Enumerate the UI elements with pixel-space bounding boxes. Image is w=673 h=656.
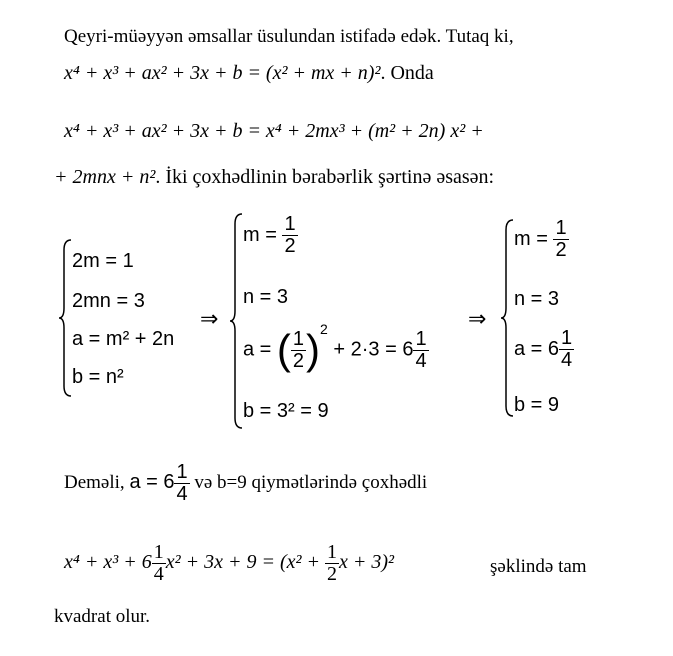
system2-m-fraction bbox=[282, 214, 297, 257]
implies-arrow-1: ⇒ bbox=[200, 307, 219, 332]
system3-a-fraction bbox=[559, 328, 574, 371]
system3-row-a bbox=[514, 328, 574, 371]
final-lhs-start: x⁴ + x³ + 6 bbox=[64, 551, 152, 574]
implies-arrow-2: ⇒ bbox=[468, 307, 487, 332]
system3-a-den: 4 bbox=[561, 349, 573, 371]
conclusion-a-num: 1 bbox=[176, 461, 188, 483]
final-rhs-den: 2 bbox=[326, 563, 337, 585]
final-rhs-end: x + 3)² bbox=[338, 551, 395, 574]
final-tail: şəklində tam bbox=[490, 556, 587, 577]
system1-row-4: b = n² bbox=[72, 366, 124, 388]
final-rhs-fraction bbox=[325, 542, 339, 585]
system1-brace bbox=[58, 238, 72, 398]
system3-brace bbox=[500, 218, 514, 418]
system3-m-label: m = bbox=[514, 227, 548, 250]
system2-a-paren-den: 2 bbox=[292, 349, 305, 372]
system2-a-rparen: ) bbox=[306, 326, 321, 373]
system2-a-exp: 2 bbox=[320, 320, 328, 337]
system3-m-den: 2 bbox=[555, 239, 567, 261]
system3-a-num: 1 bbox=[561, 327, 573, 349]
system1-row-2: 2mn = 3 bbox=[72, 290, 145, 312]
final-lhs-num: 1 bbox=[153, 541, 164, 563]
system2-row-n: n = 3 bbox=[243, 286, 289, 308]
final-last-line: kvadrat olur. bbox=[54, 606, 151, 627]
equation-2: x⁴ + x³ + ax² + 3x + b = x⁴ + 2mx³ + (m² + 2n) x² + bbox=[64, 120, 484, 142]
system1-row-3: a = m² + 2n bbox=[72, 328, 175, 350]
system2-row-m bbox=[243, 214, 298, 257]
system2-a-num: 1 bbox=[415, 327, 427, 350]
intro-line: Qeyri-müəyyən əmsallar üsulundan istifadə edək. Tutaq ki, bbox=[64, 26, 514, 47]
system1-row-1: 2m = 1 bbox=[72, 250, 134, 272]
final-lhs-den: 4 bbox=[153, 563, 164, 585]
system3-m-num: 1 bbox=[555, 217, 567, 239]
conclusion-line bbox=[64, 462, 427, 505]
conclusion-prefix: Deməli, bbox=[64, 471, 125, 493]
system2-a-fraction bbox=[413, 329, 428, 372]
system2-a-label: a = bbox=[243, 338, 272, 361]
system3-row-n: n = 3 bbox=[514, 288, 560, 310]
system2-m-den: 2 bbox=[284, 235, 296, 257]
system2-row-b: b = 3² = 9 bbox=[243, 400, 329, 422]
system2-row-a bbox=[243, 320, 429, 374]
equation-3-body: + 2mnx + n² bbox=[54, 166, 156, 188]
final-rhs-num: 1 bbox=[326, 541, 337, 563]
final-equation bbox=[64, 542, 394, 585]
equation-1-tail: . Onda bbox=[380, 62, 434, 84]
system3-row-b: b = 9 bbox=[514, 394, 560, 416]
system3-m-fraction bbox=[553, 218, 568, 261]
final-lhs-fraction bbox=[152, 542, 166, 585]
system2-a-den: 4 bbox=[415, 349, 427, 372]
system3-a-label: a = 6 bbox=[514, 337, 560, 360]
system2-brace bbox=[229, 212, 243, 430]
equation-3 bbox=[54, 166, 494, 189]
equation-1-body: x⁴ + x³ + ax² + 3x + b = (x² + mx + n)² bbox=[64, 62, 381, 84]
system2-a-lparen: ( bbox=[276, 326, 291, 373]
equation-3-tail: . İki çoxhədlinin bərabərlik şərtinə əsasən: bbox=[155, 166, 495, 188]
system2-m-num: 1 bbox=[284, 213, 296, 235]
conclusion-a-den: 4 bbox=[176, 483, 188, 505]
system2-a-paren-num: 1 bbox=[292, 327, 305, 350]
conclusion-a-fraction bbox=[174, 462, 189, 505]
equation-1 bbox=[64, 62, 434, 85]
conclusion-a-label: a = 6 bbox=[129, 470, 175, 493]
system2-a-mid: + 2·3 = 6 bbox=[333, 338, 414, 361]
final-lhs-end: x² + 3x + 9 = (x² + bbox=[165, 551, 320, 574]
system2-a-paren-fraction bbox=[291, 329, 306, 372]
conclusion-suffix: və b=9 qiymətlərində çoxhədli bbox=[194, 471, 428, 493]
system3-row-m bbox=[514, 218, 569, 261]
system2-m-label: m = bbox=[243, 223, 277, 246]
